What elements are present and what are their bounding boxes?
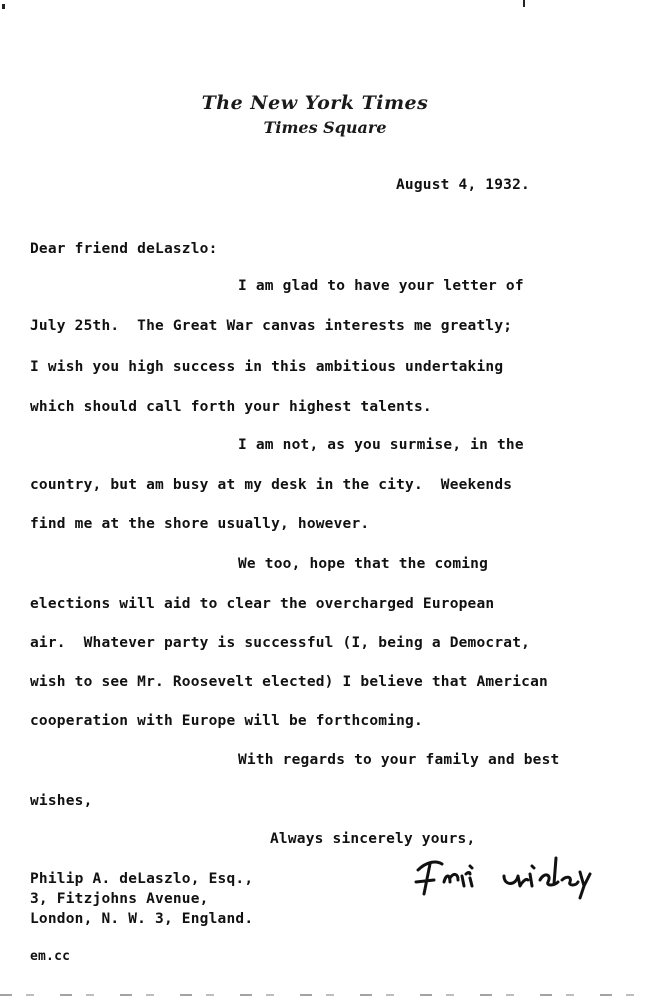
body-line: air. Whatever party is successful (I, being a Democrat, — [30, 635, 531, 651]
letterhead-title: The New York Times — [201, 92, 429, 114]
corner-mark — [2, 4, 5, 9]
body-line: cooperation with Europe will be forthcoming. — [30, 713, 423, 729]
body-line: wish to see Mr. Roosevelt elected) I believe that American — [30, 674, 548, 690]
corner-mark — [523, 0, 525, 7]
recipient-city: London, N. W. 3, England. — [30, 911, 254, 927]
body-line: July 25th. The Great War canvas interests me greatly; — [30, 318, 513, 334]
letterhead-subtitle: Times Square — [263, 118, 387, 137]
recipient-street: 3, Fitzjohns Avenue, — [30, 891, 209, 907]
body-line: find me at the shore usually, however. — [30, 516, 370, 532]
scan-edge — [0, 994, 658, 996]
body-line: country, but am busy at my desk in the city. Weekends — [30, 477, 513, 493]
body-line: elections will aid to clear the overcharged European — [30, 596, 495, 612]
body-line: I am not, as you surmise, in the — [238, 437, 524, 453]
body-line: wishes, — [30, 793, 93, 809]
body-line: We too, hope that the coming — [238, 556, 489, 572]
typist-initials: em.cc — [30, 949, 71, 964]
letter-date: August 4, 1932. — [396, 177, 530, 193]
handwritten-signature — [412, 852, 617, 902]
recipient-name: Philip A. deLaszlo, Esq., — [30, 871, 254, 887]
body-line: I wish you high success in this ambitious undertaking — [30, 359, 504, 375]
closing: Always sincerely yours, — [270, 831, 476, 847]
salutation: Dear friend deLaszlo: — [30, 241, 218, 257]
body-line: I am glad to have your letter of — [238, 278, 524, 294]
body-line: which should call forth your highest talents. — [30, 399, 432, 415]
body-line: With regards to your family and best — [238, 752, 560, 768]
